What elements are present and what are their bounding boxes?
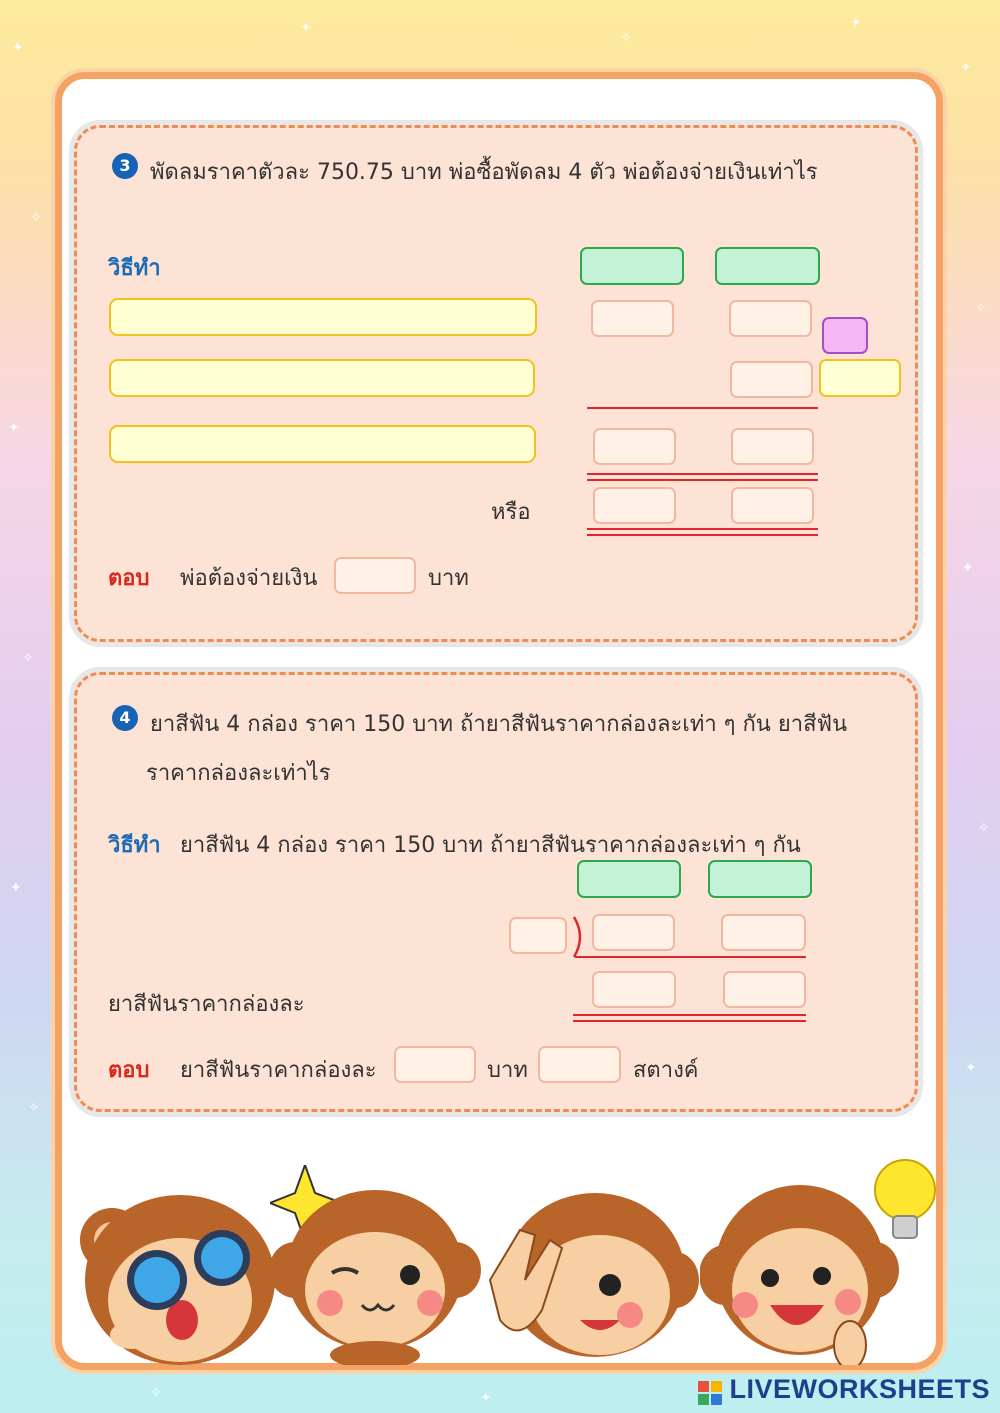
monkey-idea (700, 1150, 945, 1365)
problem-3-question: พัดลมราคาตัวละ 750.75 บาท พ่อซื้อพัดลม 4 ตัว พ่อต้องจ่ายเงินเท่าไร (150, 160, 818, 185)
answer-unit: บาท (428, 566, 469, 591)
divisor-input-box[interactable] (509, 917, 567, 954)
method-answer-field[interactable] (109, 359, 535, 397)
problem-number-badge: 3 (112, 153, 138, 179)
place-value-header-box[interactable] (708, 860, 812, 898)
place-value-header-box[interactable] (580, 247, 684, 285)
answer-label: ตอบ (108, 1058, 150, 1083)
place-value-header-box[interactable] (577, 860, 681, 898)
calc-double-underline (587, 473, 818, 481)
quotient-input-box[interactable] (723, 971, 806, 1008)
quotient-input-box[interactable] (592, 971, 676, 1008)
or-label: หรือ (491, 500, 531, 525)
answer-baht-input[interactable] (394, 1046, 476, 1083)
problem-4-question-line1: ยาสีฟัน 4 กล่อง ราคา 150 บาท ถ้ายาสีฟันราคากล่องละเท่า ๆ กัน ยาสีฟัน (150, 712, 848, 737)
operator-box[interactable] (822, 317, 868, 354)
brand-wordmark: LIVEWORKSHEETS (729, 1374, 990, 1404)
answer-input-box[interactable] (334, 557, 416, 594)
quotient-double-underline (573, 1014, 806, 1022)
calc-result-box[interactable] (731, 487, 814, 524)
liveworksheets-logo-icon (698, 1381, 722, 1405)
multiplier-input-box[interactable] (819, 359, 901, 397)
monkey-binoculars (62, 1170, 292, 1365)
calc-result-box[interactable] (593, 487, 676, 524)
method-label: วิธีทำ (108, 256, 161, 281)
monkey-wink (270, 1165, 485, 1365)
method-label: วิธีทำ (108, 833, 161, 858)
calc-input-box[interactable] (730, 361, 813, 398)
monkey-peace-sign (480, 1170, 700, 1365)
method-answer-field[interactable] (109, 425, 536, 463)
answer-prefix: พ่อต้องจ่ายเงิน (180, 566, 318, 591)
answer-satang-input[interactable] (538, 1046, 621, 1083)
division-line (575, 956, 806, 958)
method-answer-field[interactable] (109, 298, 537, 336)
place-value-header-box[interactable] (715, 247, 820, 285)
calc-input-box[interactable] (729, 300, 812, 337)
per-box-label: ยาสีฟันราคากล่องละ (108, 992, 305, 1017)
answer-unit-baht: บาท (487, 1058, 528, 1083)
calc-input-box[interactable] (591, 300, 674, 337)
dividend-input-box[interactable] (592, 914, 675, 951)
calc-result-box[interactable] (593, 428, 676, 465)
answer-prefix: ยาสีฟันราคากล่องละ (180, 1058, 377, 1083)
problem-number-badge: 4 (112, 705, 138, 731)
answer-label: ตอบ (108, 566, 150, 591)
calc-result-box[interactable] (731, 428, 814, 465)
calc-double-underline (587, 528, 818, 536)
calc-underline (587, 407, 818, 409)
dividend-input-box[interactable] (721, 914, 806, 951)
problem-4-question-line2: ราคากล่องละเท่าไร (146, 761, 331, 786)
answer-unit-satang: สตางค์ (633, 1058, 699, 1083)
method-text: ยาสีฟัน 4 กล่อง ราคา 150 บาท ถ้ายาสีฟันราคากล่องละเท่า ๆ กัน (180, 833, 801, 858)
division-bracket (568, 914, 592, 960)
